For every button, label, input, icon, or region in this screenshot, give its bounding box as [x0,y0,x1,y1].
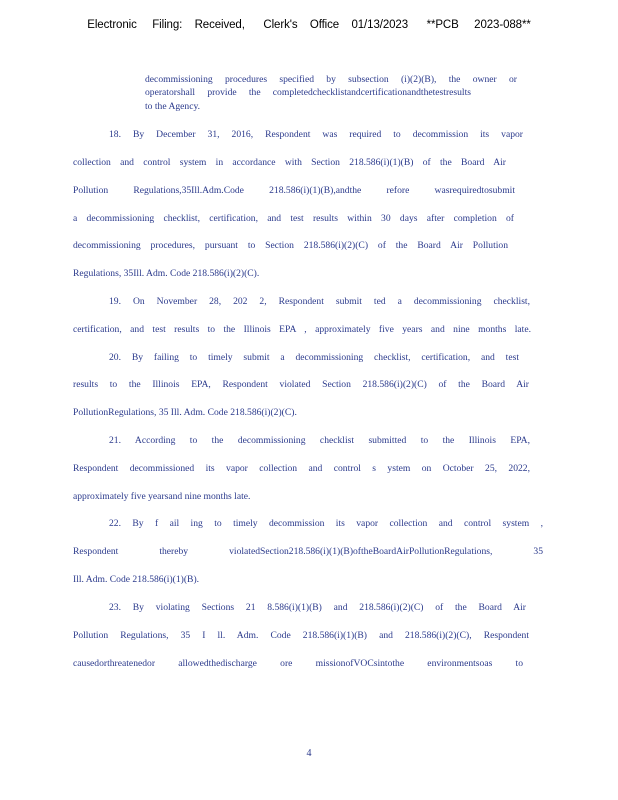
intro-line: to the Agency. [145,101,201,112]
paragraph-20-line: PollutionRegulations, 35 Ill. Adm. Code 218.586(i)(2)(C). [73,407,297,418]
paragraph-19-line: certification, and test results to the Illinois EPA , approximately five years and nine months late. [73,324,531,335]
paragraph-22-line: Ill. Adm. Code 218.586(i)(1)(B). [73,574,200,585]
paragraph-21-line: 21. According to the decommissioning checklist submitted to the Illinois EPA, [109,435,530,446]
paragraph-18-line: collection and control system in accordance with Section 218.586(i)(1)(B) of the Board Air [73,157,506,168]
paragraph-21-line: approximately five yearsand nine months late. [73,491,251,502]
paragraph-18-line: 18. By December 31, 2016, Respondent was required to decommission its vapor [109,129,523,140]
filing-stamp-header: Electronic Filing: Received, Clerk's Office 01/13/2023 **PCB 2023-088** [87,19,531,31]
intro-line: decommissioning procedures specified by subsection (i)(2)(B), the owner or [145,74,517,85]
paragraph-23-line: Pollution Regulations, 35 I ll. Adm. Code 218.586(i)(1)(B) and 218.586(i)(2)(C), Respondent [73,630,529,641]
paragraph-23-line: causedorthreatenedor allowedthedischarge ore missionofVOCsintothe environmentsoas to [73,658,523,669]
paragraph-18-line: decommissioning procedures, pursuant to Section 218.586(i)(2)(C) of the Board Air Pollution [73,240,508,251]
page-number: 4 [306,748,312,759]
paragraph-22-line: 22. By f ail ing to timely decommission its vapor collection and control system , [109,518,543,529]
intro-line: operatorshall provide the completedchecklistandcertificationandthetestresults [145,87,471,98]
paragraph-23-line: 23. By violating Sections 21 8.586(i)(1)(B) and 218.586(i)(2)(C) of the Board Air [109,602,526,613]
paragraph-20-line: 20. By failing to timely submit a decommissioning checklist, certification, and test [109,352,519,363]
paragraph-20-line: results to the Illinois EPA, Respondent violated Section 218.586(i)(2)(C) of the Board Air [73,379,529,390]
paragraph-18-line: a decommissioning checklist, certification, and test results within 30 days after completion of [73,213,514,224]
paragraph-19-line: 19. On November 28, 202 2, Respondent submit ted a decommissioning checklist, [109,296,530,307]
paragraph-18-line: Pollution Regulations,35Ill.Adm.Code 218.586(i)(1)(B),andthe refore wasrequiredtosubmit [73,185,515,196]
paragraph-22-line: Respondent thereby violatedSection218.586(i)(1)(B)oftheBoardAirPollutionRegulations, 35 [73,546,543,557]
paragraph-18-line: Regulations, 35Ill. Adm. Code 218.586(i)(2)(C). [73,268,260,279]
paragraph-21-line: Respondent decommissioned its vapor collection and control s ystem on October 25, 2022, [73,463,530,474]
